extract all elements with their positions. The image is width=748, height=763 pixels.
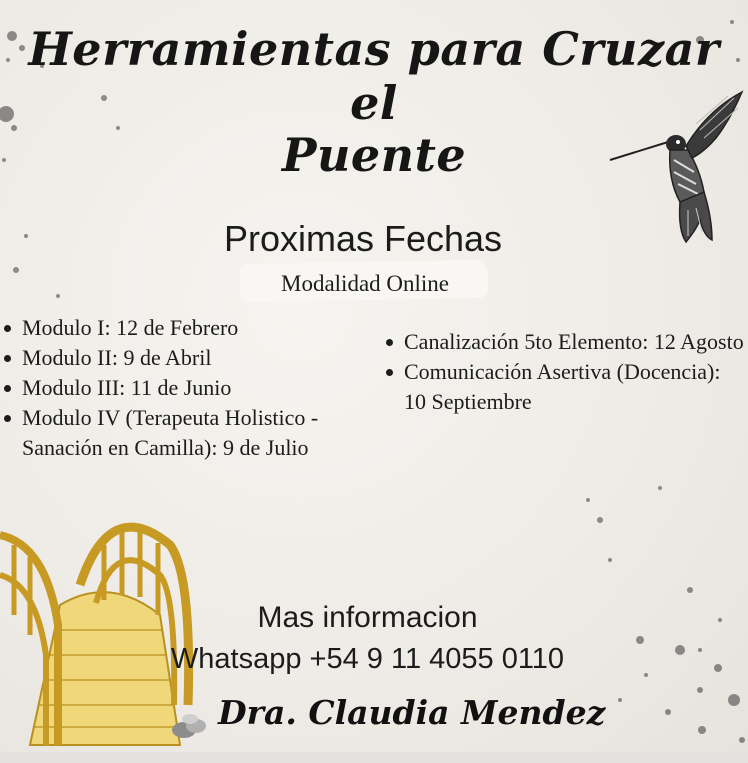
signature: Dra. Claudia Mendez [218, 693, 606, 732]
list-item: Modulo III: 11 de Junio [0, 373, 375, 403]
poster-title-line-2: Puente [281, 128, 467, 182]
list-item: Modulo I: 12 de Febrero [0, 313, 375, 343]
stones-illustration [170, 710, 210, 742]
module-dates-list-right [382, 327, 744, 417]
module-dates-list-left [0, 313, 375, 463]
list-item: Comunicación Asertiva (Docencia): 10 Septiembre [382, 357, 744, 417]
upcoming-dates-heading: Proximas Fechas [223, 218, 503, 259]
list-item: Modulo IV (Terapeuta Holistico - Sanación en Camilla): 9 de Julio [0, 403, 375, 463]
bottom-band [0, 752, 748, 763]
whatsapp-contact: Whatsapp +54 9 11 4055 0110 [170, 643, 565, 675]
modality-label: Modalidad Online [281, 271, 449, 296]
more-info-label: Mas informacion [257, 601, 478, 634]
list-item: Modulo II: 9 de Abril [0, 343, 375, 373]
poster-title-line-1: Herramientas para Cruzar el [28, 22, 720, 130]
list-item: Canalización 5to Elemento: 12 Agosto [382, 327, 744, 357]
